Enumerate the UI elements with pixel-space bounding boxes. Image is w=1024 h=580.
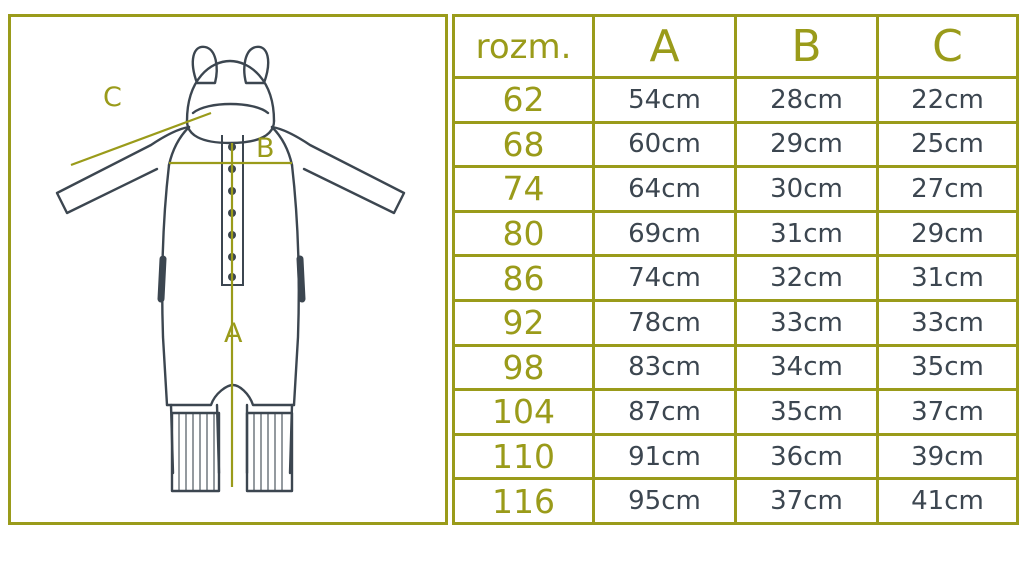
- measure-line-c: [71, 113, 211, 165]
- table-row: [454, 390, 1018, 435]
- cell-a: 60cm: [594, 122, 736, 167]
- illustration-panel: [8, 14, 448, 525]
- cell-c: 39cm: [878, 434, 1018, 479]
- cell-b: 28cm: [736, 78, 878, 123]
- cell-a: 87cm: [594, 390, 736, 435]
- cell-size: 86: [454, 256, 594, 301]
- cell-c: 31cm: [878, 256, 1018, 301]
- cell-size: 62: [454, 78, 594, 123]
- cell-c: 37cm: [878, 390, 1018, 435]
- cuff-ribbing: [179, 413, 282, 491]
- cell-c: 33cm: [878, 300, 1018, 345]
- leg-left-outline: [171, 405, 219, 473]
- cell-b: 33cm: [736, 300, 878, 345]
- cell-a: 91cm: [594, 434, 736, 479]
- cell-c: 35cm: [878, 345, 1018, 390]
- label-c: C: [103, 82, 122, 113]
- header-b: B: [736, 16, 878, 78]
- cell-size: 104: [454, 390, 594, 435]
- cell-c: 29cm: [878, 211, 1018, 256]
- table-row: [454, 167, 1018, 212]
- table-row: [454, 479, 1018, 524]
- cell-c: 41cm: [878, 479, 1018, 524]
- cell-b: 36cm: [736, 434, 878, 479]
- cell-b: 35cm: [736, 390, 878, 435]
- label-a: A: [224, 318, 243, 349]
- label-b: B: [256, 133, 275, 164]
- table-row: [454, 434, 1018, 479]
- table-row: [454, 256, 1018, 301]
- cell-a: 78cm: [594, 300, 736, 345]
- cell-a: 95cm: [594, 479, 736, 524]
- cell-c: 22cm: [878, 78, 1018, 123]
- header-size: rozm.: [454, 16, 594, 78]
- table-row: [454, 122, 1018, 167]
- body-right-seam: [292, 165, 299, 405]
- cell-b: 29cm: [736, 122, 878, 167]
- cell-b: 31cm: [736, 211, 878, 256]
- cell-size: 116: [454, 479, 594, 524]
- cell-a: 64cm: [594, 167, 736, 212]
- cell-a: 69cm: [594, 211, 736, 256]
- cell-b: 30cm: [736, 167, 878, 212]
- size-table: [452, 14, 1019, 525]
- hood-seam: [193, 104, 268, 113]
- cell-b: 34cm: [736, 345, 878, 390]
- header-c: C: [878, 16, 1018, 78]
- cell-a: 74cm: [594, 256, 736, 301]
- cell-size: 98: [454, 345, 594, 390]
- table-row: [454, 345, 1018, 390]
- cell-a: 83cm: [594, 345, 736, 390]
- table-row: [454, 78, 1018, 123]
- size-table-container: [452, 14, 1016, 525]
- cell-a: 54cm: [594, 78, 736, 123]
- table-row: [454, 211, 1018, 256]
- cell-size: 110: [454, 434, 594, 479]
- header-a: A: [594, 16, 736, 78]
- crotch-outline: [167, 385, 294, 405]
- table-row: [454, 300, 1018, 345]
- cell-size: 92: [454, 300, 594, 345]
- hood-outline: [187, 61, 274, 121]
- cell-size: 68: [454, 122, 594, 167]
- cell-size: 74: [454, 167, 594, 212]
- table-header-row: [454, 16, 1018, 78]
- cell-b: 32cm: [736, 256, 878, 301]
- cell-size: 80: [454, 211, 594, 256]
- cell-b: 37cm: [736, 479, 878, 524]
- cell-c: 27cm: [878, 167, 1018, 212]
- cell-c: 25cm: [878, 122, 1018, 167]
- romper-diagram: [11, 17, 445, 522]
